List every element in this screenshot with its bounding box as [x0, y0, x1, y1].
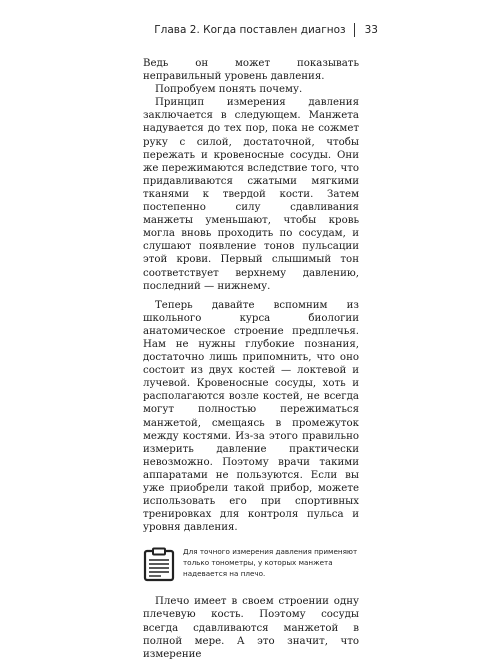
chapter-title: Глава 2. Когда поставлен диагноз: [154, 24, 346, 36]
clipboard-icon: [143, 547, 175, 582]
paragraph-2: Попробуем понять почему.: [155, 84, 303, 96]
running-header: [154, 23, 378, 37]
callout-text: Для точного измерения давления применяют только тонометры, у которых манжета надевается на плечо.: [183, 547, 358, 579]
page-body: [143, 57, 359, 661]
header-separator: [354, 23, 355, 37]
paragraph-3: Принцип измерения давления заключается в следующем. Манжета надувается до тех пор, пока не сожмет руку с силой, достаточной, чтобы пережать и кровеносные сосуды. Они же пережимаются вследствие того, что придавливаются сжатыми мягкими тканями к твердой кости. Затем постепенно силу сдавливания манжеты уменьшают, чтобы кровь могла вновь проходить по сосудам, и слушают появление тонов пульсации этой крови. Первый слышимый тон соответствует верхнему давлению, последний — нижнему.: [143, 97, 359, 292]
page-number: 33: [364, 24, 378, 36]
paragraph-5: Плечо имеет в своем строении одну плечевую кость. Поэтому сосуды всегда сдавливаются манжетой в полной мере. А это значит, что измерение: [143, 596, 359, 660]
paragraph-4: Теперь давайте вспомним из школьного курса биологии анатомическое строение предплечья. Нам не нужны глубокие познания, достаточно лишь припомнить, что оно состоит из двух костей — локтевой и лучевой. Кровеносные сосуды, хоть и располагаются возле костей, не всегда могут полностью пережиматься манжетой, смещаясь в промежуток между костями. Из-за этого правильно измерить давление практически невозможно. Поэтому врачи такими аппаратами не пользуются. Если вы уже приобрели такой прибор, можете использовать его при спортивных тренировках для контроля пульса и уровня давления.: [143, 299, 359, 534]
callout-note: [143, 546, 359, 582]
paragraph-1: Ведь он может показывать неправильный уровень давления.: [143, 58, 359, 83]
